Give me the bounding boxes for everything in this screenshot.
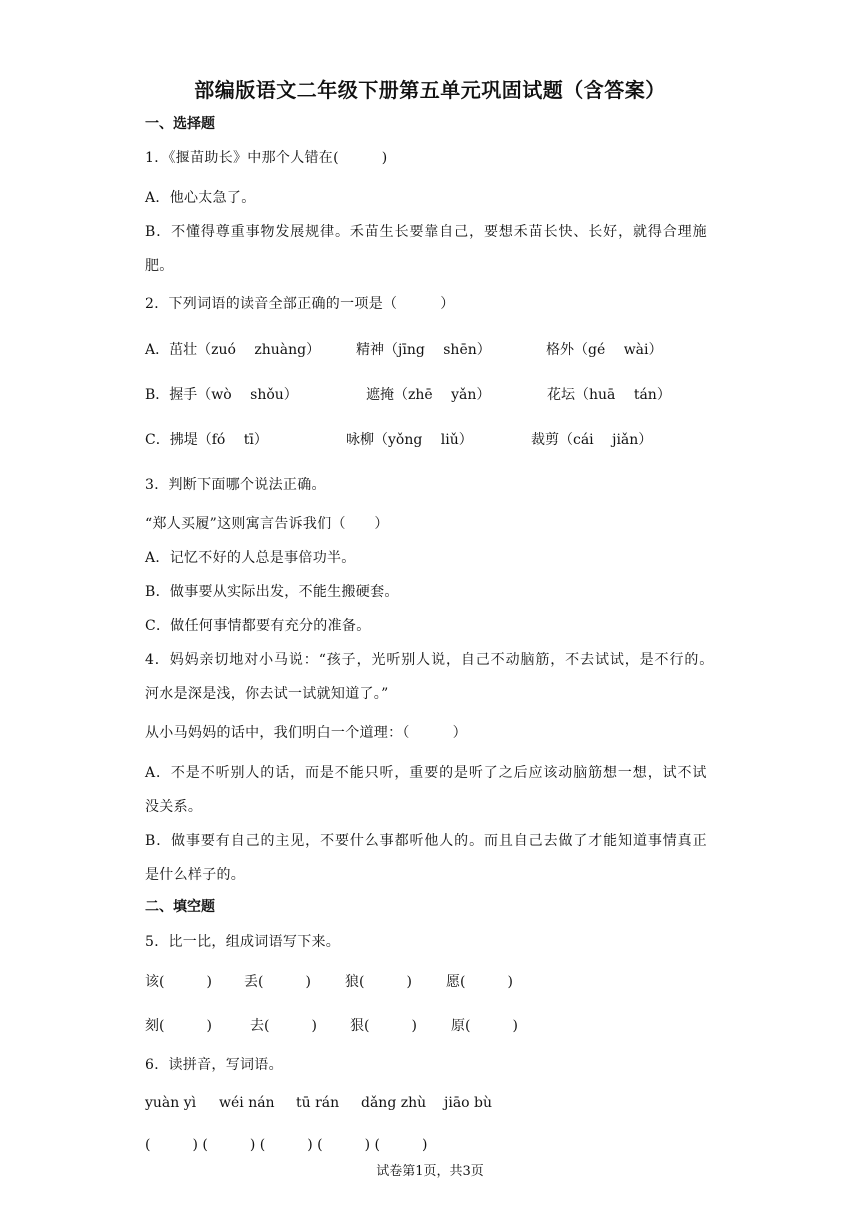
question-6-pinyin-2: wéi nán [219, 1095, 275, 1111]
question-4-option-a-line1: A．不是不听别人的话，而是不能只听，重要的是听了之后应该动脑筋想一想，试不试 [145, 765, 708, 781]
question-2-option-a-word3: 格外（gé wài） [546, 342, 663, 358]
question-4-option-b-line1: B．做事要有自己的主见，不要什么事都听他人的。而且自己去做了才能知道事情真正 [145, 833, 708, 849]
question-5-blank-2[interactable]: 丢( ) [244, 974, 311, 990]
question-4-stem-line2: 河水是深是浅，你去试一试就知道了。” [145, 686, 389, 702]
question-6-pinyin-5: jiāo bù [444, 1095, 493, 1111]
question-5-blank-6[interactable]: 去( ) [250, 1018, 317, 1034]
question-2-option-a-word1: A．茁壮（zuó zhuàng） [145, 342, 321, 358]
question-6-pinyin-4: dǎng zhù [361, 1095, 427, 1111]
section-heading-choice: 一、选择题 [145, 116, 215, 132]
question-5-blank-8[interactable]: 原( ) [451, 1018, 518, 1034]
question-5-blank-3[interactable]: 狼( ) [345, 974, 412, 990]
question-6-stem: 6．读拼音，写词语。 [145, 1057, 283, 1073]
question-6-answer-blanks[interactable]: ( ) ( ) ( ) ( ) ( ) [145, 1137, 428, 1153]
question-5-blank-4[interactable]: 愿( ) [446, 974, 513, 990]
question-4-option-b-line2: 是什么样子的。 [145, 867, 246, 883]
question-1-option-a: A．他心太急了。 [145, 190, 256, 206]
question-1-stem: 1．《揠苗助长》中那个人错在( ) [145, 150, 388, 166]
section-heading-fill-blank: 二、填空题 [145, 899, 215, 915]
question-4-option-a-line2: 没关系。 [145, 799, 203, 815]
question-2-option-c-word1: C．拂堤（fó tī） [145, 432, 268, 448]
page-title: 部编版语文二年级下册第五单元巩固试题（含答案） [194, 78, 666, 102]
question-5-blank-5[interactable]: 刻( ) [145, 1018, 212, 1034]
question-4-stem-line1: 4．妈妈亲切地对小马说：“孩子，光听别人说，自己不动脑筋，不去试试，是不行的。 [145, 652, 715, 668]
question-3-option-c: C．做任何事情都要有充分的准备。 [145, 618, 371, 634]
page-footer: 试卷第1页，共3页 [376, 1164, 484, 1179]
question-2-stem: 2．下列词语的读音全部正确的一项是（ ） [145, 296, 455, 312]
question-3-subquestion: “郑人买履”这则寓言告诉我们（ ） [145, 516, 389, 532]
question-3-option-a: A．记忆不好的人总是事倍功半。 [145, 550, 356, 566]
question-2-option-b-word1: B．握手（wò shǒu） [145, 387, 298, 403]
question-2-option-c-word3: 裁剪（cái jiǎn） [531, 432, 653, 448]
question-3-option-b: B．做事要从实际出发，不能生搬硬套。 [145, 584, 399, 600]
question-4-subquestion: 从小马妈妈的话中，我们明白一个道理：（ ） [145, 725, 467, 741]
question-2-option-b-word2: 遮掩（zhē yǎn） [366, 387, 491, 403]
question-3-stem: 3．判断下面哪个说法正确。 [145, 477, 326, 493]
question-6-pinyin-3: tū rán [296, 1095, 340, 1111]
question-5-stem: 5．比一比，组成词语写下来。 [145, 934, 341, 950]
question-2-option-a-word2: 精神（jīng shēn） [356, 342, 491, 358]
question-1-option-b-line2: 肥。 [145, 258, 174, 274]
question-1-option-b-line1: B．不懂得尊重事物发展规律。禾苗生长要靠自己，要想禾苗长快、长好，就得合理施 [145, 224, 708, 240]
question-2-option-b-word3: 花坛（huā tán） [547, 387, 671, 403]
question-5-blank-1[interactable]: 该( ) [145, 974, 212, 990]
question-2-option-c-word2: 咏柳（yǒng liǔ） [346, 432, 473, 448]
question-5-blank-7[interactable]: 狠( ) [350, 1018, 417, 1034]
question-6-pinyin-1: yuàn yì [145, 1095, 197, 1111]
